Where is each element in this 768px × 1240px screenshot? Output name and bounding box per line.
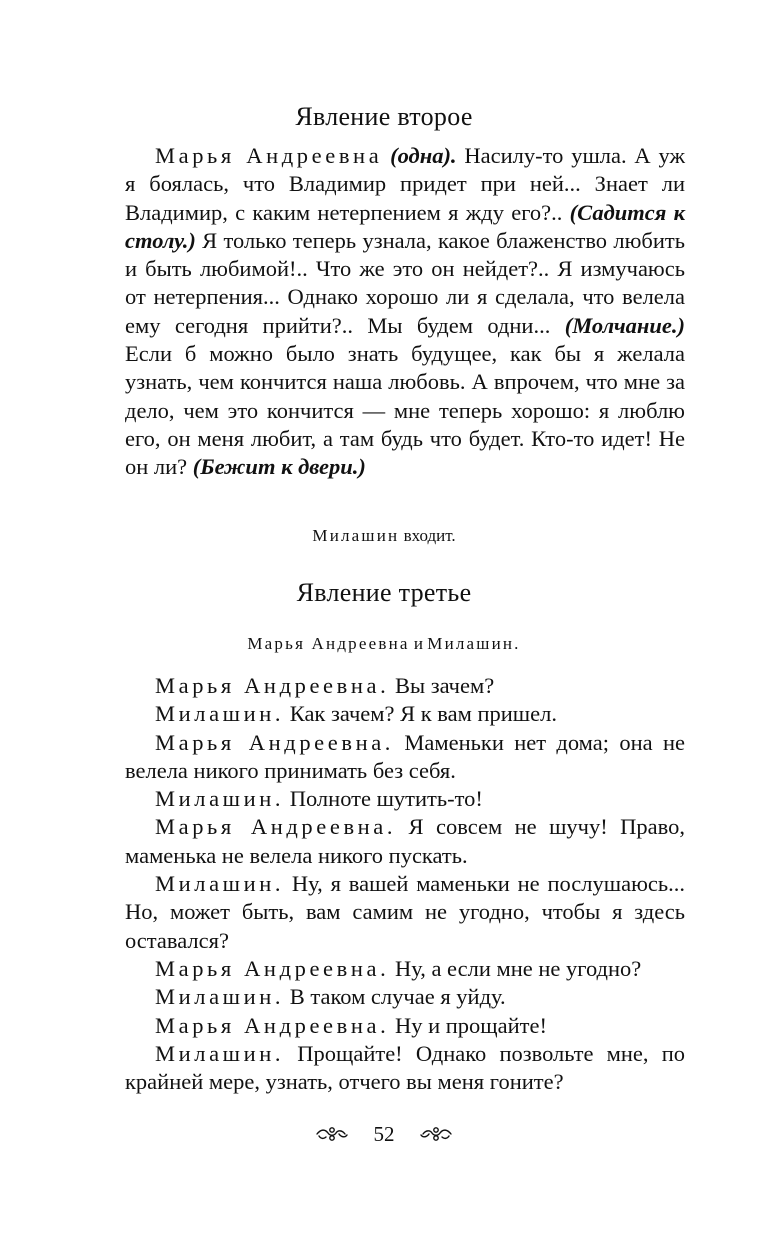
dialogue-line bbox=[125, 870, 685, 955]
speech-text: Вы зачем? bbox=[389, 673, 495, 698]
speaker-name: Милашин. bbox=[155, 701, 285, 727]
speaker-name: Марья Андреевна. bbox=[155, 1012, 390, 1038]
dialogue-line bbox=[125, 955, 685, 983]
speech-text: Если б можно было знать будущее, как бы я желала узнать, чем кончится наша любовь. А впрочем, что мне за дело, чем это кончится — мне теперь хорошо: я люблю его, он меня любит, а там будь что будет. Кто-то идет! Не он ли? bbox=[125, 341, 685, 480]
scene-monologue bbox=[125, 142, 685, 482]
flourish-ornament-icon bbox=[315, 1124, 349, 1149]
speaker-name: Милашин. bbox=[155, 786, 285, 812]
dialogue-line bbox=[125, 983, 685, 1011]
speech-text: Насилу-то ушла. А уж я боялась, что Владимир придет при ней... Знает ли Владимир, с каким нетерпением я жду его?.. bbox=[125, 143, 685, 225]
stage-direction: (Садится к столу.) bbox=[125, 199, 685, 253]
speaker-name: Марья Андреевна. bbox=[155, 814, 397, 840]
speaker-name: Марья Андреевна. bbox=[155, 955, 390, 981]
dialogue-line bbox=[125, 813, 685, 870]
dialogue-line bbox=[125, 672, 685, 700]
stage-direction: (Молчание.) bbox=[564, 312, 685, 338]
stage-direction: (одна). bbox=[390, 143, 457, 168]
dialogue-block bbox=[125, 672, 685, 1096]
speech-text: Как зачем? Я к вам пришел. bbox=[284, 701, 557, 727]
character-name: Милашин bbox=[312, 526, 400, 545]
speech-text: Полноте шутить-то! bbox=[284, 786, 483, 812]
speech-text: Я только теперь узнала, какое блаженство любить и быть любимой!.. Что же это он нейдет?.. Я измучаюсь от нетерпения... Однако хорошо ли я сделала, что велела ему сегодня прийти?.. Мы будем одни... bbox=[125, 227, 685, 338]
speaker-name: Милашин. bbox=[155, 871, 285, 897]
stage-action: входит. bbox=[399, 526, 456, 545]
dialogue-line bbox=[125, 700, 685, 728]
speaker-name: Милашин. bbox=[155, 1040, 285, 1066]
speaker-name: Марья Андреевна bbox=[155, 143, 383, 168]
scene-heading: Явление второе bbox=[295, 102, 473, 131]
dialogue-line bbox=[125, 1012, 685, 1040]
character-name: Милашин. bbox=[427, 634, 521, 653]
cast-list bbox=[0, 634, 768, 654]
speaker-name: Милашин. bbox=[155, 984, 285, 1010]
dialogue-line bbox=[125, 1040, 685, 1097]
speech-text: В таком случае я уйду. bbox=[284, 984, 506, 1010]
speech-text: Маменьки нет дома; она не велела никого принимать без себя. bbox=[125, 729, 685, 783]
stage-direction: (Бежит к двери.) bbox=[192, 454, 366, 480]
speaker-name: Марья Андреевна. bbox=[155, 729, 395, 755]
speech-text: Ну, я вашей маменьки не послушаюсь... Но, может быть, вам самим не угодно, чтобы я здесь оставался? bbox=[125, 871, 685, 953]
page-number: 52 bbox=[373, 1122, 395, 1146]
speech-text: Ну, а если мне не угодно? bbox=[389, 955, 642, 981]
flourish-ornament-icon bbox=[419, 1124, 453, 1149]
page-footer bbox=[0, 1122, 768, 1149]
speech-text: Прощайте! Однако позвольте мне, по крайней мере, узнать, отчего вы меня гоните? bbox=[125, 1040, 685, 1095]
monologue-paragraph bbox=[125, 142, 685, 482]
scene-heading: Явление третье bbox=[296, 578, 472, 607]
speech-text: Ну и прощайте! bbox=[389, 1012, 547, 1038]
cast-conjunction: и bbox=[409, 634, 428, 653]
character-name: Марья Андреевна bbox=[247, 634, 410, 653]
speech-text: Я совсем не шучу! Право, маменька не велела никого пускать. bbox=[125, 814, 685, 868]
dialogue-line bbox=[125, 785, 685, 813]
speaker-name: Марья Андреевна. bbox=[155, 673, 390, 698]
dialogue-line bbox=[125, 729, 685, 786]
stage-note bbox=[0, 526, 768, 546]
